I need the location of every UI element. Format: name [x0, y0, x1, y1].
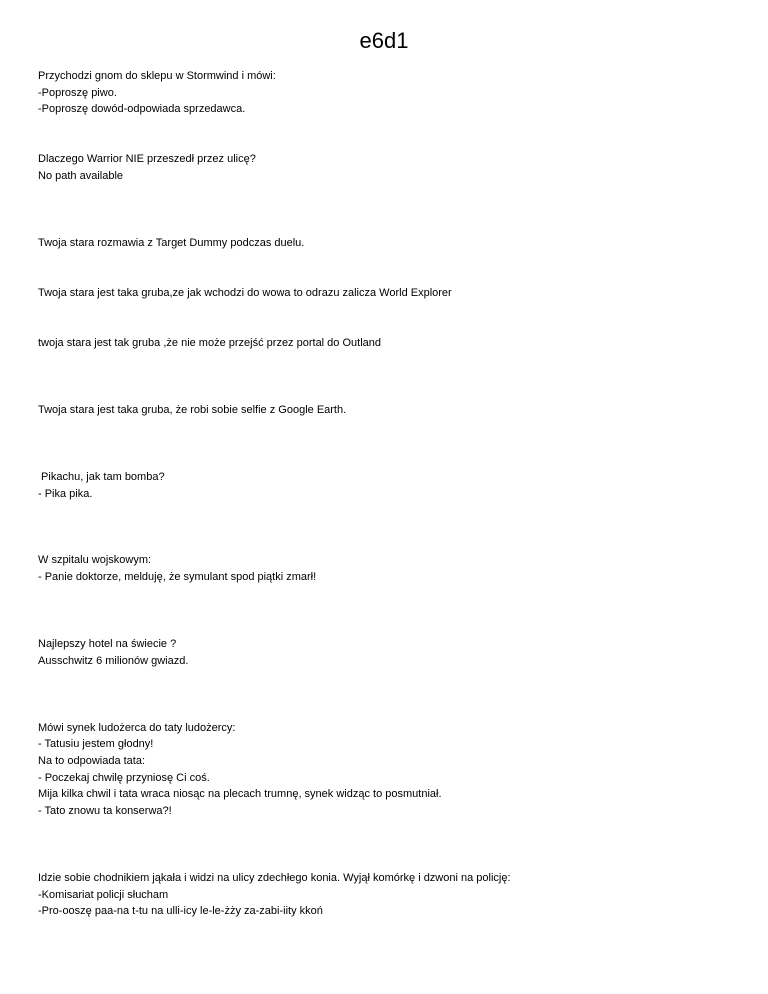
text-line: Ausschwitz 6 milionów gwiazd.: [38, 655, 189, 667]
text-line: Twoja stara jest taka gruba,ze jak wchodzi do wowa to odrazu zalicza World Explorer: [38, 287, 452, 299]
text-line: Twoja stara jest taka gruba, że robi sobie selfie z Google Earth.: [38, 404, 347, 416]
text-line: Mija kilka chwil i tata wraca niosąc na plecach trumnę, synek widząc to posmutniał.: [38, 788, 442, 800]
text-line: - Poczekaj chwilę przyniosę Ci coś.: [38, 772, 210, 784]
text-line: - Panie doktorze, melduję, że symulant spod piątki zmarł!: [38, 571, 317, 583]
text-line: - Tatusiu jestem głodny!: [38, 738, 154, 750]
text-line: Mówi synek ludożerca do taty ludożercy:: [38, 722, 236, 734]
text-line: -Poproszę dowód-odpowiada sprzedawca.: [38, 103, 246, 115]
text-line: Idzie sobie chodnikiem jąkała i widzi na ulicy zdechłego konia. Wyjął komórkę i dzwoni na policję:: [38, 872, 511, 884]
text-line: Na to odpowiada tata:: [38, 755, 146, 767]
text-line: Pikachu, jak tam bomba?: [38, 471, 165, 483]
text-line: Dlaczego Warrior NIE przeszedł przez ulicę?: [38, 153, 256, 165]
text-line: - Pika pika.: [38, 488, 93, 500]
text-line: No path available: [38, 170, 124, 182]
text-line: -Komisariat policji słucham: [38, 889, 169, 901]
text-line: W szpitalu wojskowym:: [38, 554, 152, 566]
text-line: Najlepszy hotel na świecie ?: [38, 638, 177, 650]
text-line: twoja stara jest tak gruba ,że nie może przejść przez portal do Outland: [38, 337, 382, 349]
text-line: - Tato znowu ta konserwa?!: [38, 805, 172, 817]
text-line: -Pro-ooszę paa-na t-tu na ulli-icy le-le-żży za-zabi-iity kkoń: [38, 905, 323, 917]
text-line: Twoja stara rozmawia z Target Dummy podczas duelu.: [38, 237, 305, 249]
text-line: Przychodzi gnom do sklepu w Stormwind i mówi:: [38, 70, 276, 82]
text-line: -Poproszę piwo.: [38, 87, 117, 99]
page-title: e6d1: [359, 28, 409, 53]
